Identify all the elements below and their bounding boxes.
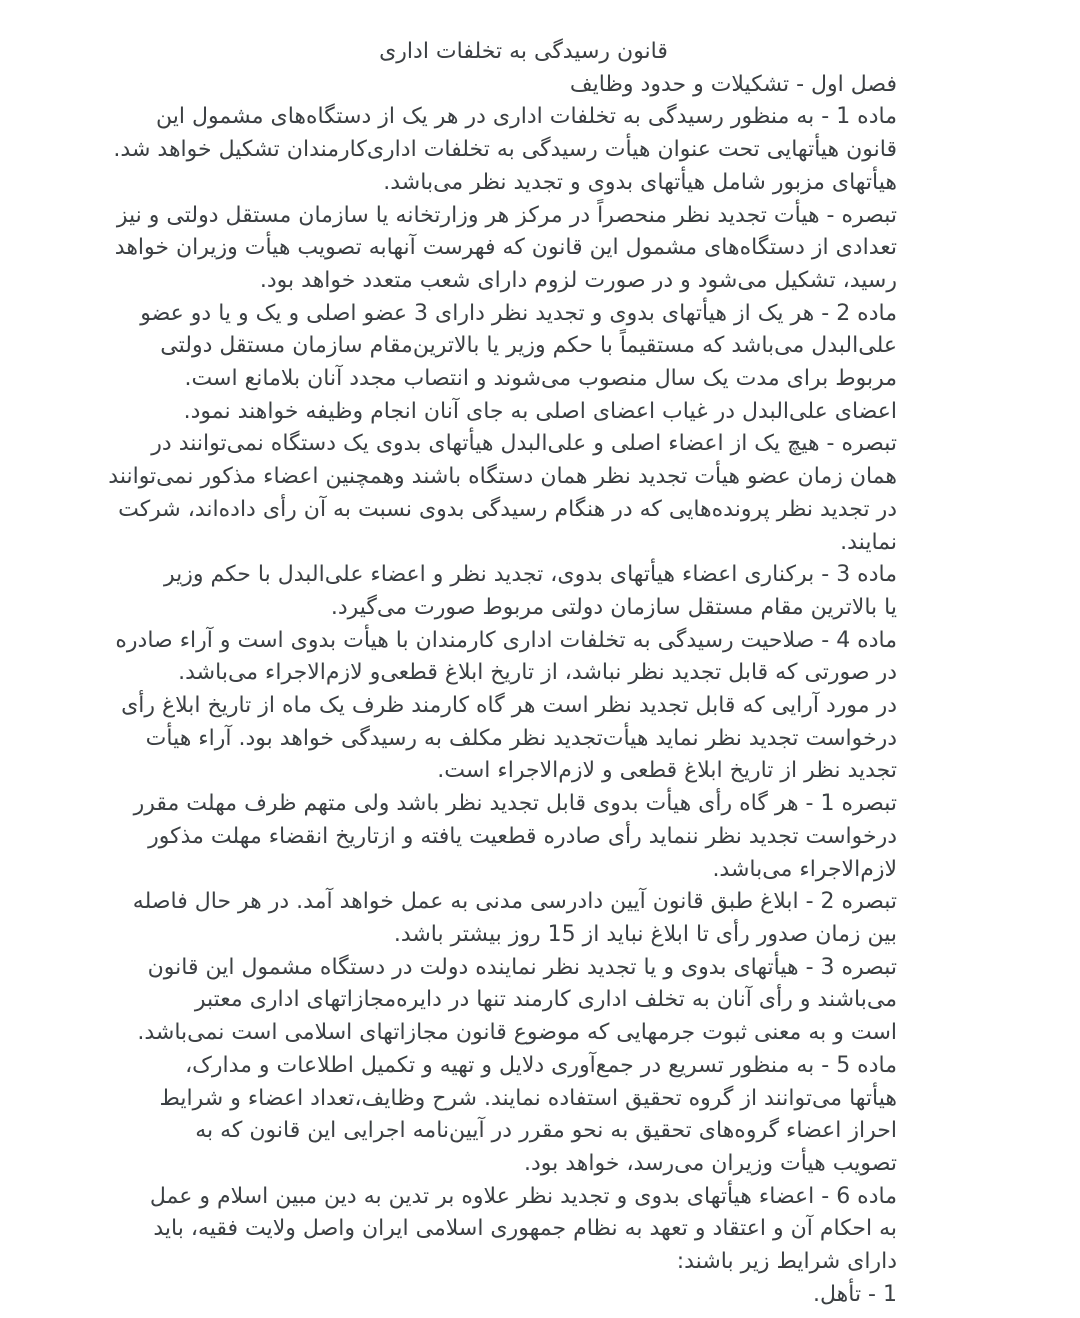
text-line: لازم‌الاجراء می‌باشد. bbox=[712, 856, 897, 882]
text-line: تبصره - هیأت تجدید نظر منحصراً در مرکز هر وزارتخانه یا سازمان مستقل دولتی و نیز bbox=[116, 202, 897, 228]
text-line: در مورد آرایی که قابل تجدید نظر است هر گاه کارمند ظرف یک ماه از تاریخ ابلاغ رأی bbox=[121, 693, 897, 719]
text-line: رسید، تشکیل می‌شود و در صورت لزوم دارای شعب متعدد خواهد بود. bbox=[259, 267, 897, 293]
text-line: دارای شرایط زیر باشند: bbox=[676, 1249, 897, 1275]
text-line: قانون هیأتهایی تحت عنوان هیأت رسیدگی به تخلفات اداری‌کارمندان تشکیل خواهد شد. bbox=[113, 137, 897, 163]
text-line: ماده 3 - برکناری اعضاء هیأتهای بدوی، تجدید نظر و اعضاء علی‌البدل با حکم وزیر bbox=[164, 562, 897, 588]
text-line: ماده 1 - به منظور رسیدگی به تخلفات اداری در هر یک از دستگاه‌های مشمول این bbox=[156, 104, 897, 130]
text-line: به احکام آن و اعتقاد و تعهد به نظام جمهوری اسلامی ایران واصل ولایت فقیه، باید bbox=[153, 1216, 897, 1242]
text-line: علی‌البدل می‌باشد که مستقیماً با حکم وزیر یا بالاترین‌مقام سازمان مستقل دولتی bbox=[160, 333, 897, 359]
text-line: درخواست تجدید نظر ننماید رأی صادره قطعیت یافته و ازتاریخ انقضاء مهلت مذکور bbox=[148, 823, 897, 849]
text-line: تبصره - هیچ یک از اعضاء اصلی و علی‌البدل هیأتهای بدوی یک دستگاه نمی‌توانند در bbox=[151, 431, 897, 457]
text-line: تعدادی از دستگاه‌های مشمول این قانون که فهرست آنهابه تصویب هیأت وزیران خواهد bbox=[114, 235, 897, 261]
text-line: در صورتی که قابل تجدید نظر نباشد، از تاریخ ابلاغ قطعی‌و لازم‌الاجراء می‌باشد. bbox=[178, 660, 897, 686]
text-line: همان زمان عضو هیأت تجدید نظر همان دستگاه باشند وهمچنین اعضاء مذکور نمی‌توانند bbox=[108, 464, 897, 490]
text-line: درخواست تجدید نظر نماید هیأت‌تجدید نظر مکلف به رسیدگی خواهد بود. آراء هیأت bbox=[145, 725, 897, 751]
text-line: نمایند. bbox=[840, 529, 897, 555]
text-line: در تجدید نظر پرونده‌هایی که در هنگام رسیدگی بدوی نسبت به آن رأی داده‌اند، شرکت bbox=[118, 496, 897, 522]
text-line: تبصره 2 - ابلاغ طبق قانون آیین دادرسی مدنی به عمل خواهد آمد. در هر حال فاصله bbox=[132, 889, 897, 915]
text-line: تجدید نظر از تاریخ ابلاغ قطعی و لازم‌الاجراء است. bbox=[437, 758, 897, 784]
text-line: ماده 2 - هر یک از هیأتهای بدوی و تجدید نظر دارای 3 عضو اصلی و یک و یا دو عضو bbox=[140, 300, 897, 326]
document-body bbox=[108, 69, 897, 1312]
text-line: است و به معنی ثبوت جرمهایی که موضوع قانون مجازاتهای اسلامی است نمی‌باشد. bbox=[137, 1020, 897, 1046]
text-line: تبصره 3 - هیأتهای بدوی و یا تجدید نظر نماینده دولت در دستگاه مشمول این قانون bbox=[147, 954, 897, 980]
text-line: بین زمان صدور رأی تا ابلاغ نباید از 15 روز بیشتر باشد. bbox=[393, 921, 897, 947]
text-line: احراز اعضاء گروه‌های تحقیق به نحو مقرر در آیین‌نامه اجرایی این قانون که به bbox=[195, 1118, 897, 1144]
text-line: هیأتها می‌توانند از گروه تحقیق استفاده نمایند. شرح وظایف،تعداد اعضاء و شرایط bbox=[159, 1085, 897, 1111]
text-line: ماده 4 - صلاحیت رسیدگی به تخلفات اداری کارمندان با هیأت بدوی است و آراء صادره bbox=[115, 627, 897, 653]
text-line: می‌باشند و رأی آنان به تخلف اداری کارمند تنها در دایره‌مجازاتهای اداری معتبر bbox=[194, 987, 897, 1013]
text-line: ماده 6 - اعضاء هیأتهای بدوی و تجدید نظر علاوه بر تدین به دین مبین اسلام و عمل bbox=[149, 1183, 897, 1209]
text-line: تصویب هیأت وزیران می‌رسد، خواهد بود. bbox=[523, 1150, 897, 1176]
text-line: 1 - تأهل. bbox=[812, 1281, 897, 1307]
text-line: هیأتهای مزبور شامل هیأتهای بدوی و تجدید نظر می‌باشد. bbox=[383, 169, 897, 195]
text-line: مربوط برای مدت یک سال منصوب می‌شوند و انتصاب مجدد آنان بلامانع است. bbox=[184, 366, 897, 392]
text-line: یا بالاترین مقام مستقل سازمان دولتی مربوط صورت می‌گیرد. bbox=[330, 594, 897, 620]
text-line: فصل اول - تشکیلات و حدود وظایف bbox=[569, 71, 897, 97]
text-line: تبصره 1 - هر گاه رأی هیأت بدوی قابل تجدید نظر باشد ولی متهم ظرف مهلت مقرر bbox=[133, 791, 897, 817]
document-title: قانون رسیدگی به تخلفات اداری bbox=[379, 39, 668, 64]
text-line: اعضای علی‌البدل در غیاب اعضای اصلی به جای آنان انجام وظیفه خواهند نمود. bbox=[183, 398, 897, 424]
text-line: ماده 5 - به منظور تسریع در جمع‌آوری دلایل و تهیه و تکمیل اطلاعات و مدارک، bbox=[185, 1052, 897, 1078]
